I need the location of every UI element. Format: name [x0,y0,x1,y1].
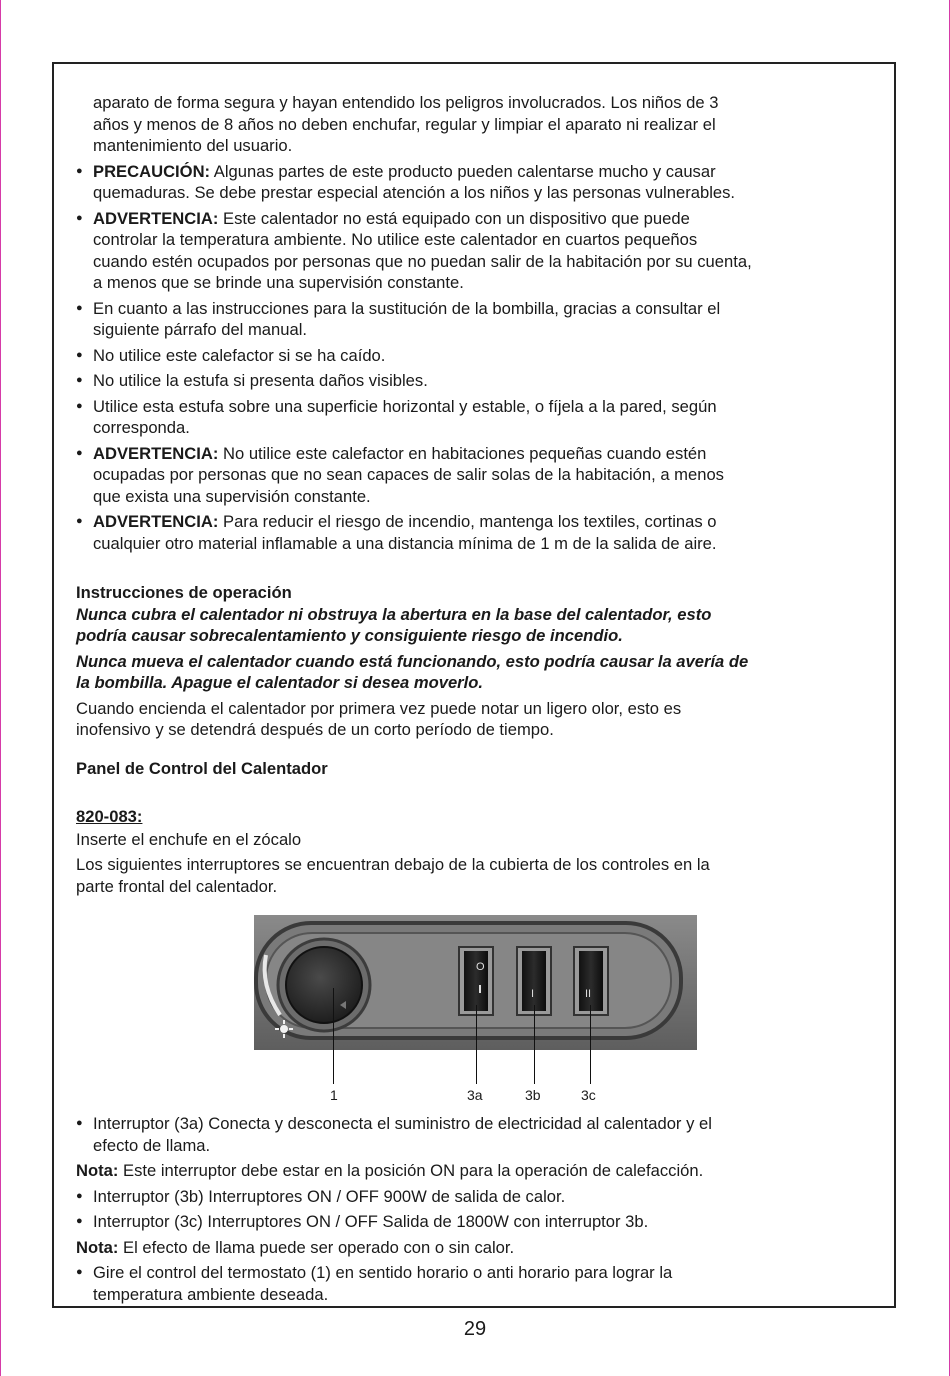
bullet-item [76,298,886,341]
warning-list [76,161,886,555]
bullet-dot-icon: ● [76,399,83,412]
page-number: 29 [463,1318,487,1340]
item-continuation-line: efecto de llama. [93,1135,211,1155]
label-1: 1 [330,1087,338,1103]
item-text: Interruptor (3b) Interruptores ON / OFF 900W de salida de calor. [93,1186,566,1206]
item-continuation-line: que exista una supervisión constante. [93,486,371,506]
item-label: Nota: [76,1237,119,1257]
italic-line: la bombilla. Apague el calentador si desea moverlo. [76,673,483,692]
item-continuation-line: siguiente párrafo del manual. [93,320,308,339]
item-text: No utilice este calefactor si se ha caído. [93,345,386,365]
bullet-dot-icon: ● [76,164,83,177]
item-continuation-line: controlar la temperatura ambiente. No utilice este calentador en cuartos pequeños [93,230,698,249]
item-continuation-line: ocupadas por personas que no sean capaces de salir solas de la habitación, a menos [93,465,724,484]
plug-instruction: Inserte el enchufe en el zócalo [76,829,302,849]
italic-line: podría causar sobrecalentamiento y consiguiente riesgo de incendio. [76,626,623,645]
item-text: Interruptor (3c) Interruptores ON / OFF Salida de 1800W con interruptor 3b. [93,1212,649,1231]
bullet-item [76,1262,886,1305]
item-continuation-line: cuando estén ocupados por personas que no puedan salir de la habitación por su cuenta, [93,251,752,271]
bullet-dot-icon: ● [76,348,83,361]
item-label: ADVERTENCIA: [93,208,219,228]
page-edge-left [0,0,1,1376]
item-text: No utilice este calefactor en habitaciones pequeñas cuando estén [218,443,707,463]
normal-line: parte frontal del calentador. [76,876,278,896]
item-text: Algunas partes de este producto pueden calentarse mucho y causar [210,161,716,181]
item-first-line [93,298,886,320]
item-first-line [93,345,886,367]
bullet-item [76,1186,886,1208]
item-first-line [76,1160,886,1182]
bullet-item [76,161,886,204]
leader-line-1 [333,988,334,1084]
bullet-item [76,1211,886,1233]
switch-location-note [76,854,886,897]
note-item [76,1237,886,1259]
first-use-note [76,698,886,741]
bullet-item [76,443,886,508]
leader-line-3c [590,1005,591,1084]
operation-heading: Instrucciones de operación [76,583,292,602]
item-first-line [93,370,886,392]
bullet-dot-icon: ● [76,1215,83,1227]
item-text: Este calentador no está equipado con un dispositivo que puede [218,208,690,228]
intro-paragraph [76,92,886,157]
item-text: Este interruptor debe estar en la posición ON para la operación de calefacción. [118,1161,704,1180]
item-first-line [93,1113,886,1135]
item-continuation-line: quemaduras. Se debe prestar especial atención a los niños y las personas vulnerables. [93,183,736,202]
item-text: El efecto de llama puede ser operado con o sin calor. [118,1237,515,1257]
item-label: ADVERTENCIA: [93,443,219,463]
bullet-dot-icon: ● [76,515,83,527]
normal-line: inofensivo y se detendrá después de un corto período de tiempo. [76,720,554,739]
item-label: Nota: [76,1161,119,1180]
italic-warning-2 [76,651,886,694]
bullet-dot-icon: ● [76,1266,83,1278]
item-continuation-line: cualquier otro material inflamable a una distancia mínima de 1 m de la salida de aire. [93,533,717,553]
item-first-line [93,511,886,533]
item-continuation-line: a menos que se brinde una supervisión constante. [93,273,464,292]
item-first-line [93,443,886,465]
leader-line-3a [476,1005,477,1084]
switch-3c-mark: II [585,988,592,1000]
item-text: En cuanto a las instrucciones para la sustitución de la bombilla, gracias a consultar el [93,298,721,318]
leader-line-3b [534,1005,535,1084]
label-3a: 3a [467,1087,483,1103]
control-panel-heading: Panel de Control del Calentador [76,758,328,778]
bullet-item [76,1113,886,1156]
item-label: ADVERTENCIA: [93,512,219,531]
item-first-line [76,1237,886,1259]
bullet-item [76,345,886,367]
bullet-dot-icon: ● [76,1189,83,1202]
item-text: No utilice la estufa si presenta daños visibles. [93,371,428,390]
bullet-dot-icon: ● [76,374,83,386]
model-number: 820-083: [76,807,143,826]
normal-line: Los siguientes interruptores se encuentran debajo de la cubierta de los controles en la [76,855,710,874]
label-3c: 3c [581,1087,596,1103]
bullet-dot-icon: ● [76,1117,83,1129]
bullet-item [76,208,886,294]
switch-descriptions [76,1109,886,1305]
bullet-dot-icon: ● [76,211,83,224]
item-continuation-line: corresponda. [93,418,190,437]
switch-3b-mark: I [531,988,535,1000]
bullet-dot-icon: ● [76,301,83,314]
italic-line: Nunca mueva el calentador cuando está funcionando, esto podría causar la avería de [76,651,749,671]
note-item [76,1160,886,1182]
bullet-dot-icon: ● [76,446,83,459]
intro-line: mantenimiento del usuario. [93,136,293,155]
intro-line: aparato de forma segura y hayan entendido los peligros involucrados. Los niños de 3 [93,93,719,112]
intro-line: años y menos de 8 años no deben enchufar, regular y limpiar el aparato ni realizar el [93,114,716,134]
item-text: Interruptor (3a) Conecta y desconecta el suministro de electricidad al calentador y el [93,1114,712,1133]
item-first-line [93,208,886,230]
item-first-line [93,1186,886,1208]
bullet-item [76,511,886,554]
bullet-item [76,396,886,439]
item-continuation-line: temperatura ambiente deseada. [93,1284,329,1304]
normal-line: Cuando encienda el calentador por primera vez puede notar un ligero olor, esto es [76,698,682,718]
item-first-line [93,1262,886,1284]
item-text: Utilice esta estufa sobre una superficie horizontal y estable, o fíjela a la pared, según [93,396,717,416]
item-first-line [93,396,886,418]
bullet-item [76,370,886,392]
italic-line: Nunca cubra el calentador ni obstruya la abertura en la base del calentador, esto [76,604,712,624]
label-3b: 3b [525,1087,541,1103]
item-first-line [93,161,886,183]
item-label: PRECAUCIÓN: [93,161,211,181]
page-content [76,92,886,897]
item-first-line [93,1211,886,1233]
item-text: Gire el control del termostato (1) en sentido horario o anti horario para lograr la [93,1263,673,1282]
switch-3a-mark-off: O [476,961,485,973]
item-text: Para reducir el riesgo de incendio, mantenga los textiles, cortinas o [218,512,717,531]
italic-warning-1 [76,604,886,647]
